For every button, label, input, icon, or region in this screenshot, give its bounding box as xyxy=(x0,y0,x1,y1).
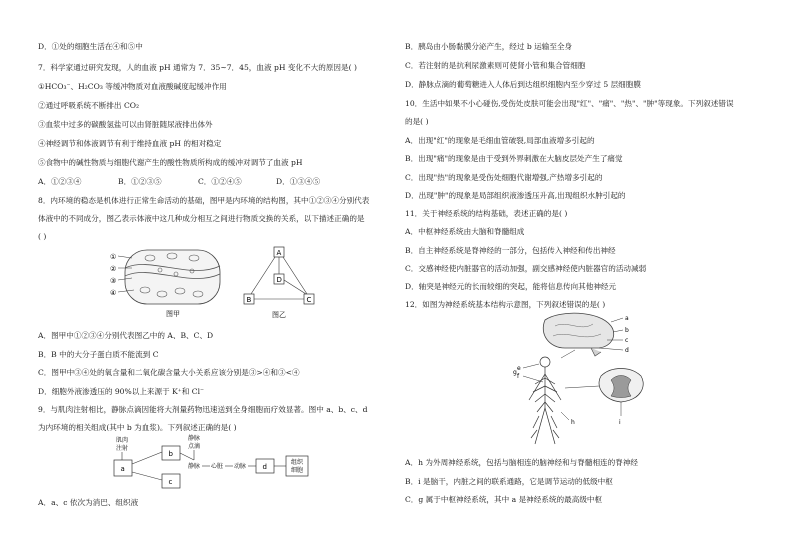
q8-figure-a xyxy=(110,246,230,318)
fig-a-label-2: ② xyxy=(110,265,117,273)
q9-stem-line1: 9．与肌肉注射相比，静脉点滴因能将大剂量药物迅速送到全身细胞而疗效显著。图中 a、b、c、d xyxy=(38,405,368,414)
q11-option-a: A．中枢神经系统由大脑和脊髓组成 xyxy=(405,227,525,236)
fig-a-label-4: ④ xyxy=(110,289,117,297)
q8-option-a: A．图甲中①②③④分别代表图乙中的 A、B、C、D xyxy=(38,331,214,340)
q11-option-b: B．自主神经系统是脊神经的一部分，包括传入神经和传出神经 xyxy=(405,246,616,255)
brain-icon xyxy=(543,313,613,348)
label-a: a xyxy=(625,315,629,322)
q8-option-b: B．B 中的大分子蛋白质不能流到 C xyxy=(38,350,159,359)
tissue-label-bottom: 细胞 xyxy=(291,467,304,474)
label-d: d xyxy=(625,347,629,354)
node-d-label: D xyxy=(276,276,282,284)
q8-option-c: C．图甲中③④处的氧含量和二氧化碳含量大小关系应该分别是③>④和③<④ xyxy=(38,368,300,377)
node-b-label: B xyxy=(246,296,252,304)
drip-label-bottom: 点滴 xyxy=(188,443,201,450)
label-c: c xyxy=(625,337,629,344)
fig-a-label-3: ③ xyxy=(110,277,117,285)
fig-b-caption: 图乙 xyxy=(272,311,286,319)
spinal-cord-section-icon xyxy=(599,369,643,417)
box-b-label: b xyxy=(168,450,173,458)
label-f: f xyxy=(517,373,520,380)
vein-label: 静脉 xyxy=(188,463,201,470)
q8-stem-line2: 体液中的不同成分，图乙表示体液中这几种成分相互之间进行物质交换的关系，以下描述正确的是 xyxy=(38,214,365,223)
injection-label-top: 肌肉 xyxy=(116,437,129,444)
q7-option-a: A．①②③④ xyxy=(38,177,82,186)
box-c-label: c xyxy=(168,478,173,486)
q9-stem-line2: 为内环境的相关组成(其中 b 为血浆)。下列叙述正确的是( ) xyxy=(38,423,237,432)
q9-option-d: D．静脉点滴的葡萄糖进入人体后到达组织细胞内至少穿过 5 层细胞膜 xyxy=(405,80,641,89)
q9-option-c: C．若注射的是抗利尿激素则可使肾小管和集合管细胞 xyxy=(405,61,586,70)
q7-stem: 7．科学家通过研究发现，人的血液 pH 通常为 7．35~7．45，血液 pH 变化不大的原因是( ) xyxy=(38,63,357,72)
q8-stem-line1: 8．内环境的稳态是机体进行正常生命活动的基础，图甲是内环境的结构图，其中①②③④分别代表 xyxy=(38,196,370,205)
brainstem-icon xyxy=(591,348,601,356)
q6-option-d: D．①处的细胞生活在④和⑤中 xyxy=(38,42,143,51)
node-a-label: A xyxy=(276,249,282,257)
q7-option-c: C．①②④⑤ xyxy=(198,177,242,186)
q10-option-c: C．出现"热"的现象是受伤处细胞代谢增强,产热增多引起的 xyxy=(405,173,603,182)
label-h: h xyxy=(571,419,575,426)
q11-option-c: C．交感神经使内脏器官的活动加强，副交感神经使内脏器官的活动减弱 xyxy=(405,264,647,273)
q12-option-b: B．i 是脑干，内脏之间的联系通路，它是调节运动的低级中枢 xyxy=(405,477,613,486)
box-a-label: a xyxy=(120,465,125,473)
box-d-label: d xyxy=(262,463,267,471)
q12-nervous-system-figure xyxy=(515,312,665,450)
q10-stem: 10．生活中如果不小心碰伤,受伤处皮肤可能会出现"红"、"痛"、"热"、"肿"等现象。下列叙述错误 xyxy=(405,99,734,108)
q8-figure-b xyxy=(242,244,322,320)
tissue-outline xyxy=(125,250,220,304)
q7-item-1: ①HCO₃⁻、H₂CO₃ 等缓冲物质对血液酸碱度起缓冲作用 xyxy=(38,82,227,91)
heart-label: 心脏 xyxy=(211,463,224,470)
q9-flow-diagram xyxy=(110,434,330,492)
human-body-icon xyxy=(529,357,561,444)
fig-a-caption: 图甲 xyxy=(166,310,180,318)
q10-stem-2: 的是( ) xyxy=(405,117,429,126)
node-c-label: C xyxy=(306,296,312,304)
q7-option-d: D．①③④⑤ xyxy=(276,177,321,186)
q8-option-d: D．细胞外液渗透压的 90%以上来源于 K⁺和 Cl⁻ xyxy=(38,387,205,396)
label-i: i xyxy=(619,419,621,426)
label-g: g xyxy=(513,369,517,376)
q7-item-3: ③血浆中过多的碳酸氢盐可以由肾脏随尿液排出体外 xyxy=(38,120,213,129)
artery-label: 动脉 xyxy=(234,463,247,470)
q10-option-d: D．出现"肿"的现象是局部组织液渗透压升高,出现组织水肿引起的 xyxy=(405,191,626,200)
q12-stem: 12．如图为神经系统基本结构示意图，下列叙述错误的是( ) xyxy=(405,300,606,309)
q11-stem: 11．关于神经系统的结构基础，表述正确的是( ) xyxy=(405,209,568,218)
fig-a-label-1: ① xyxy=(110,253,117,261)
q9-option-a: A．a、c 依次为消巴、组织液 xyxy=(38,498,139,507)
q10-option-b: B．出现"痛"的现象是由于受到外界刺激在大脑皮层处产生了痛觉 xyxy=(405,154,623,163)
q7-item-4: ④神经调节和体液调节有利于维持血液 pH 的相对稳定 xyxy=(38,139,222,148)
q12-option-c: C．g 属于中枢神经系统，其中 a 是神经系统的最高级中枢 xyxy=(405,495,603,504)
q10-option-a: A．出现"红"的现象是毛细血管破裂,局部血液增多引起的 xyxy=(405,136,595,145)
q12-option-a: A．h 为外周神经系统，包括与脑相连的脑神经和与脊髓相连的脊神经 xyxy=(405,458,639,467)
label-b: b xyxy=(625,327,629,334)
q7-item-2: ②通过呼吸系统不断排出 CO₂ xyxy=(38,101,140,110)
label-e: e xyxy=(517,365,521,372)
injection-label-bottom: 注射 xyxy=(116,445,129,452)
tissue-label-top: 组织 xyxy=(291,459,304,466)
q8-stem-line3: ( ) xyxy=(38,232,47,241)
q7-item-5: ⑤食物中的碱性物质与细胞代谢产生的酸性物质所构成的缓冲对调节了血液 pH xyxy=(38,158,303,167)
q7-option-b: B．①②③⑤ xyxy=(118,177,162,186)
drip-label-top: 静脉 xyxy=(188,435,201,442)
q11-option-d: D．轴突是神经元的长而较细的突起，能将信息传向其他神经元 xyxy=(405,282,617,291)
q9-option-b: B．胰岛由小肠黏膜分泌产生，经过 b 运输至全身 xyxy=(405,42,573,51)
